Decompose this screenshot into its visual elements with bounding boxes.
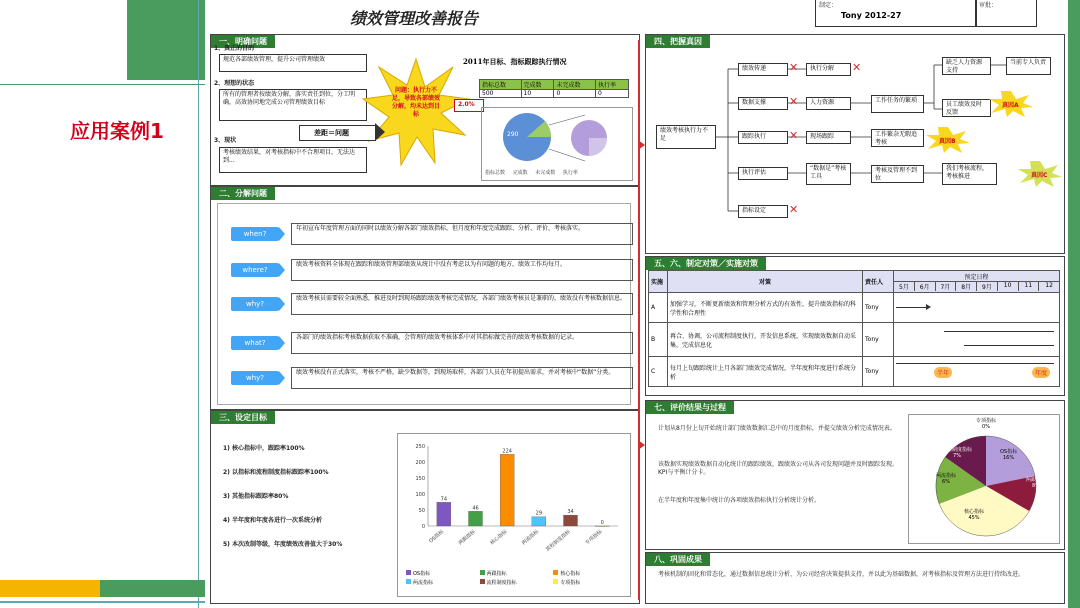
why-text: 各部门的绩效指标考核数据获取不准确，会管理的绩效考核体系中对其指标做完善的绩效考核数据的记录。 xyxy=(291,332,633,354)
gantt-bar xyxy=(896,307,926,308)
flow-arrow-icon xyxy=(638,140,645,150)
goal-item: 2) 以指标和流程制度指标跟踪率100% xyxy=(223,469,329,476)
current-label: 3、现状 xyxy=(214,137,237,144)
x-tick-label: 两跟指标 xyxy=(457,528,477,547)
root-cause-label: 真因A xyxy=(1002,102,1019,109)
section-identify-problem xyxy=(210,34,640,186)
table-header: 未完成数 xyxy=(554,80,596,90)
bar-value-label: 0 xyxy=(600,520,604,526)
why-tag: when? xyxy=(231,227,279,241)
ideal-text: 所有的管理者按绩效分解，落实责任到位，分工明确，高效协同地完成公司管理绩效目标 xyxy=(219,89,367,121)
pie-legend xyxy=(485,169,578,176)
table-row xyxy=(649,293,1060,323)
why-text: 绩效考核没有正式落实，考核不严格，缺少数据等，到现场取样，各部门人员在年初提出需求，并对考核中“数据”分类。 xyxy=(291,367,633,389)
month-cell: 11 xyxy=(1019,282,1040,291)
case-label: 应用案例1 xyxy=(70,119,164,143)
indicator-bar-chart xyxy=(398,434,630,559)
y-tick-label: 50 xyxy=(418,508,425,514)
slide-right-green-block xyxy=(1068,0,1080,608)
problem-text: 问题：执行力不足，导致各部绩效分解，均未达到目标 xyxy=(391,87,440,118)
cause-level1: 指标设定 xyxy=(738,205,788,218)
section-consolidate xyxy=(645,552,1065,604)
evaluation-text: 该数据实现绩效数据自动化统计的跟踪绩效，跟绩效公司从各司发现问题并及时跟踪发现。KPI与平衡计分卡。 xyxy=(658,461,899,476)
month-cell: 6月 xyxy=(915,282,936,291)
table-cell: 10 xyxy=(521,90,554,98)
x-tick-label: 两流指标 xyxy=(520,528,541,547)
gap-arrow xyxy=(299,125,376,141)
evaluation-text: 计划从8月份上旬开始统计部门绩效数据汇总中的月度指标，并提交绩效分析完成情况表。 xyxy=(658,425,896,432)
table-cell: C xyxy=(649,357,668,387)
section-title: 二、分解问题 xyxy=(211,187,275,200)
legend-item: 完成数 xyxy=(512,170,528,176)
pct-callout-value: 2.0% xyxy=(458,101,475,108)
month-cell: 10 xyxy=(998,282,1019,291)
table-cell: 加强学习，不断更新绩效和管理分析方式的有效性，提升绩效指标的科学性和合理性 xyxy=(668,293,863,323)
x-tick-label: 流程制度指标 xyxy=(544,528,572,553)
pie-label: OS指标 16% xyxy=(1000,449,1018,461)
section-title: 七、评价结果与过程 xyxy=(646,401,734,414)
countermeasure-table xyxy=(648,270,1060,387)
table-header: 执行率 xyxy=(596,80,629,90)
goal-item: 5) 本次改制等级，年度绩效改善值大于30% xyxy=(223,541,343,548)
section-evaluation xyxy=(645,400,1065,550)
pct-callout xyxy=(454,99,484,112)
section-countermeasures xyxy=(645,256,1065,396)
section-set-goals xyxy=(210,410,640,604)
execution-chart-title: 2011年目标、指标跟踪执行情况 xyxy=(463,57,567,66)
bar-chart-legend xyxy=(406,570,626,588)
pie-label: 两流指标 6% xyxy=(936,473,957,485)
flow-arrow-icon xyxy=(638,440,645,450)
legend-item: 两跟指标 xyxy=(480,570,552,579)
root-problem-box: 绩效考核执行力不足 xyxy=(656,125,716,149)
cause-level4: 我们考核流程，考核推进 xyxy=(942,163,997,185)
cause-level3: 工作任务的繁琐 xyxy=(871,95,924,113)
author-box xyxy=(815,0,977,27)
cross-icon: ✕ xyxy=(789,203,799,216)
table-header: 对策 xyxy=(668,271,863,293)
goal-item: 4) 半年度和年度各进行一次系统分析 xyxy=(223,517,323,524)
why-text: 绩效考核资料全体现在跟踪和绩效管理部绩效从统计中没有考虑以为有问题的地方，绩效工作均每月。 xyxy=(291,259,633,281)
execution-table xyxy=(479,79,629,98)
bar xyxy=(532,517,546,526)
execution-pie-chart xyxy=(501,111,611,166)
table-cell: A xyxy=(649,293,668,323)
cause-level4: 员工绩效及时反馈 xyxy=(942,99,991,117)
milestone-badge: 半年 xyxy=(934,367,952,378)
month-cell: 9月 xyxy=(977,282,998,291)
table-row xyxy=(649,357,1060,387)
section-title: 八、巩固成果 xyxy=(646,553,710,566)
cause-level1: 绩效传递 xyxy=(738,63,788,76)
bar-value-label: 46 xyxy=(472,505,479,512)
ideal-label: 2、理想的状态 xyxy=(214,80,255,87)
pie-label: 流程制度指标 7% xyxy=(942,447,973,459)
goal-item: 1) 核心指标中，跟踪率100% xyxy=(223,445,305,452)
legend-item: 执行率 xyxy=(562,170,578,176)
approver-box xyxy=(975,0,1037,27)
cross-icon: ✕ xyxy=(789,129,799,142)
table-header: 实施 xyxy=(649,271,668,293)
cause-level3: 考核及管理不到位 xyxy=(871,165,924,183)
bar xyxy=(564,515,578,526)
x-tick-label: OS指标 xyxy=(428,528,446,545)
why-tag: what? xyxy=(231,336,279,350)
gantt-bar xyxy=(896,363,1054,364)
cause-level4: 缺乏人力资源支持 xyxy=(942,57,991,75)
legend-item: 两流指标 xyxy=(406,579,478,588)
section-title: 五、六、制定对策／实施对策 xyxy=(646,257,766,270)
cause-level1: 数据支撑 xyxy=(738,97,788,110)
x-tick-label: 核心指标 xyxy=(489,528,509,547)
why-tag: where? xyxy=(231,263,279,277)
milestone-badge: 年度 xyxy=(1032,367,1050,378)
cause-level2: 现场跟踪 xyxy=(806,131,851,144)
consolidate-text: 考核机制的固化和常态化，通过数据信息统计分析，为公司经营决策提供支持，并以此为基础数据，对考核指标及管理方法进行持续改进。 xyxy=(658,571,1025,578)
pie-label: 核心指标 45% xyxy=(964,509,985,521)
y-tick-label: 200 xyxy=(415,460,425,466)
table-cell: Tony xyxy=(863,357,894,387)
approver-label: 审批： xyxy=(979,2,998,9)
section-decompose-problem xyxy=(210,186,640,410)
bar xyxy=(469,511,483,526)
y-tick-label: 0 xyxy=(421,524,425,530)
why-text: 绩效考核员需要较全面熟悉，推进及时到现场跟踪绩效考核完成情况，各部门绩效考核员是兼职的，绩效没有考核数据信息。 xyxy=(291,293,633,315)
gantt-cell xyxy=(894,357,1060,387)
slide-top-rule xyxy=(0,84,205,85)
month-header-row xyxy=(894,282,1059,291)
table-row xyxy=(649,323,1060,357)
cause-level1: 跟踪执行 xyxy=(738,131,788,144)
why-tag: why? xyxy=(231,297,279,311)
current-text: 考核绩效结果，对考核指标中不合理项目，无法达到... xyxy=(219,147,367,173)
legend-item: 专项指标 xyxy=(553,579,625,588)
legend-item: 指标总数 xyxy=(485,170,506,176)
pie-label: 专项指标 0% xyxy=(976,418,997,430)
section-title: 一、明确问题 xyxy=(211,35,275,48)
table-cell: 0 xyxy=(596,90,629,98)
pie-detail-slice xyxy=(589,138,607,156)
goal-item: 3) 其他指标跟踪率80% xyxy=(223,493,289,500)
slide-top-green-block xyxy=(127,0,205,80)
month-cell: 12 xyxy=(1045,282,1053,289)
legend-item: OS指标 xyxy=(406,570,478,579)
gantt-arrowhead xyxy=(926,304,931,310)
cause-level2: 人力资源 xyxy=(806,97,851,110)
slide-bottom-yellow-bar xyxy=(0,580,100,597)
bar xyxy=(437,502,451,526)
bar-value-label: 74 xyxy=(440,496,448,503)
pie-label: 两跟指标 8% xyxy=(1026,477,1047,489)
table-header: 责任人 xyxy=(863,271,894,293)
report-title: 绩效管理改善报告 xyxy=(350,9,479,28)
table-header: 完成数 xyxy=(521,80,554,90)
cross-icon: ✕ xyxy=(789,61,799,74)
gap-arrow-head xyxy=(375,123,385,141)
cause-level3: 工作繁杂无暇追考核 xyxy=(871,129,924,147)
author-prefix: 制定： xyxy=(819,2,838,9)
purpose-label: 1、真正的目的 xyxy=(214,45,255,52)
gantt-bar xyxy=(964,345,1054,346)
table-cell: 每月上旬跟踪统计上月各部门绩效完成情况，半年度和年度进行系统分析 xyxy=(668,357,863,387)
month-cell: 8月 xyxy=(956,282,977,291)
cross-icon: ✕ xyxy=(852,61,862,74)
y-tick-label: 100 xyxy=(415,492,425,498)
pie-value-label: 290 xyxy=(507,131,519,138)
legend-item: 未完成数 xyxy=(535,170,556,176)
table-cell: Tony xyxy=(863,293,894,323)
gantt-cell xyxy=(894,323,1060,357)
why-tag: why? xyxy=(231,371,279,385)
table-cell: 再合、协调，公司流程制度执行，开发信息系统，实现绩效数据自动采集，完成信息化 xyxy=(668,323,863,357)
bar-value-label: 224 xyxy=(502,448,512,455)
table-cell: 0 xyxy=(554,90,596,98)
cause-level2: 执行分解 xyxy=(806,63,851,76)
section-title: 三、设定目标 xyxy=(211,411,275,424)
bar-value-label: 29 xyxy=(535,510,543,517)
legend-item: 流程制度指标 xyxy=(480,579,552,588)
purpose-text: 规范各部绩效管理，提升公司管理绩效 xyxy=(219,54,367,72)
x-tick-label: 专项指标 xyxy=(584,528,604,547)
cause-level5: 当前专人负责 xyxy=(1006,57,1051,75)
bar xyxy=(500,454,514,526)
flow-connector-line xyxy=(638,40,640,600)
root-cause-label: 真因C xyxy=(1031,172,1048,179)
cross-icon: ✕ xyxy=(789,95,799,108)
bar xyxy=(595,526,609,527)
why-text: 年初宣布年度管理方面的同时以绩效分解各部门绩效指标，但月度和年度完成跟踪、分析、评价，考核落实。 xyxy=(291,223,633,245)
legend-item: 核心指标 xyxy=(553,570,625,579)
author-name: Tony 2012-27 xyxy=(841,11,902,20)
month-cell: 5月 xyxy=(894,282,915,291)
gantt-bar xyxy=(944,331,1054,332)
evaluation-text: 在半年度和年度集中统计的各项绩效指标执行分析统计分析。 xyxy=(658,497,821,504)
table-cell: 500 xyxy=(480,90,522,98)
slide-left-vline xyxy=(198,0,199,608)
table-cell: Tony xyxy=(863,323,894,357)
table-header-months xyxy=(894,271,1060,293)
y-tick-label: 150 xyxy=(415,476,425,482)
bar-value-label: 34 xyxy=(567,509,574,516)
section-root-cause xyxy=(645,34,1065,254)
slide-bottom-rule xyxy=(0,601,205,603)
y-tick-label: 250 xyxy=(415,444,425,450)
table-header: 预定日程 xyxy=(894,272,1059,282)
slide-bottom-green-bar xyxy=(100,580,205,597)
month-cell: 7月 xyxy=(936,282,957,291)
gap-arrow-label: 差距＝问题 xyxy=(314,129,349,137)
table-header: 指标总数 xyxy=(480,80,522,90)
root-cause-label: 真因B xyxy=(939,138,956,145)
bar-chart-frame xyxy=(397,433,631,597)
cause-level1: 执行评估 xyxy=(738,167,788,180)
cause-level2: “数据是”考核工具 xyxy=(806,163,851,185)
section-title: 四、把握真因 xyxy=(646,35,710,48)
table-cell: B xyxy=(649,323,668,357)
gantt-cell xyxy=(894,293,1060,323)
